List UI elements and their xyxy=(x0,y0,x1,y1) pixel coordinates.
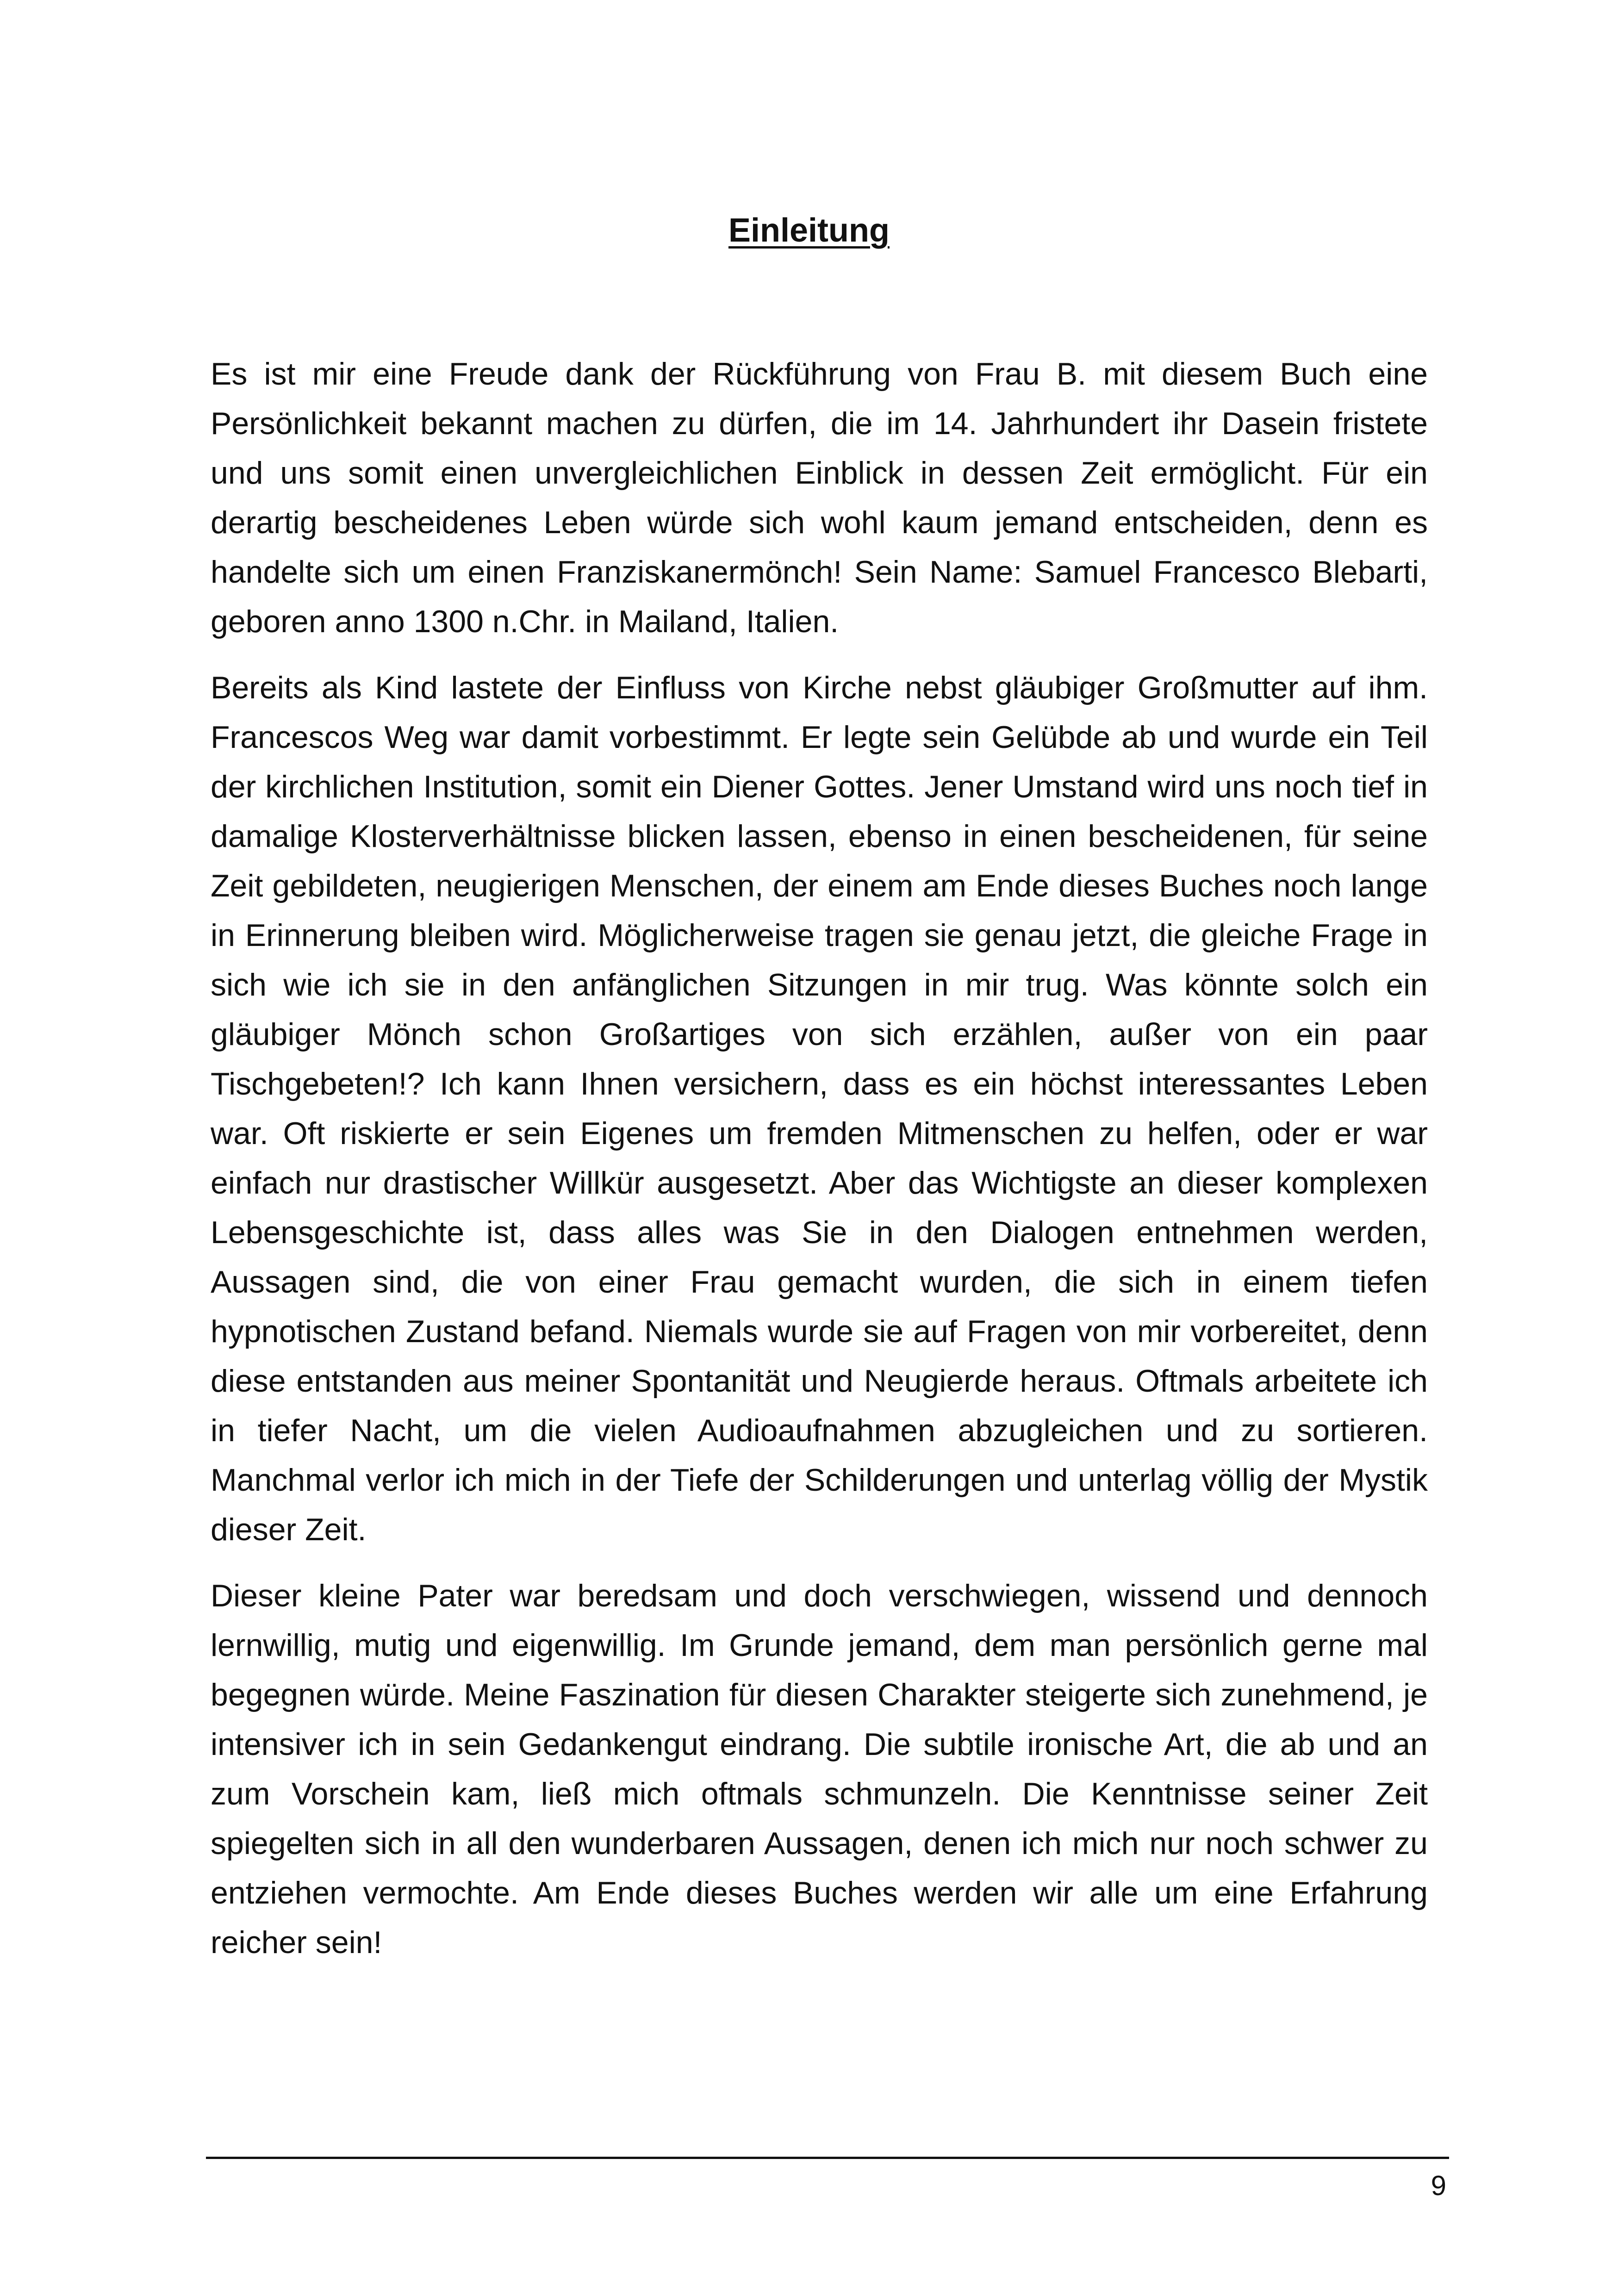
page-number: 9 xyxy=(1431,2170,1446,2201)
body-text xyxy=(211,349,1428,1984)
paragraph-3: Dieser kleine Pater war beredsam und doch verschwiegen, wissend und dennoch lernwillig, mutig und eigenwillig. Im Grunde jemand, dem man persönlich gerne mal begegnen würde. Meine Faszination für diesen Charakter steigerte sich zunehmend, je intensiver ich in sein Gedankengut eindrang. Die subtile ironische Art, die ab und an zum Vorschein kam, ließ mich oftmals schmunzeln. Die Kenntnisse seiner Zeit spiegelten sich in all den wunderbaren Aussagen, denen ich mich nur noch schwer zu entziehen vermochte. Am Ende dieses Buches werden wir alle um eine Erfahrung reicher sein! xyxy=(211,1578,1428,1960)
chapter-title: Einleitung xyxy=(728,212,890,249)
footer-divider xyxy=(206,2157,1449,2159)
paragraph-1: Es ist mir eine Freude dank der Rückführung von Frau B. mit diesem Buch eine Persönlichkeit bekannt machen zu dürfen, die im 14. Jahrhundert ihr Dasein fristete und uns somit einen unvergleichlichen Einblick in dessen Zeit ermöglicht. Für ein derartig bescheidenes Leben würde sich wohl kaum jemand entscheiden, denn es handelte sich um einen Franziskanermönch! Sein Name: Samuel Francesco Blebarti, geboren anno 1300 n.Chr. in Mailand, Italien. xyxy=(211,356,1428,639)
paragraph-2: Bereits als Kind lastete der Einfluss von Kirche nebst gläubiger Großmutter auf ihm. Francescos Weg war damit vorbestimmt. Er legte sein Gelübde ab und wurde ein Teil der kirchlichen Institution, somit ein Diener Gottes. Jener Umstand wird uns noch tief in damalige Klosterverhältnisse blicken lassen, ebenso in einen bescheidenen, für seine Zeit gebildeten, neugierigen Menschen, der einem am Ende dieses Buches noch lange in Erinnerung bleiben wird. Möglicherweise tragen sie genau jetzt, die gleiche Frage in sich wie ich sie in den anfänglichen Sitzungen in mir trug. Was könnte solch ein gläubiger Mönch schon Großartiges von sich erzählen, außer von ein paar Tischgebeten!? Ich kann Ihnen versichern, dass es ein höchst interessantes Leben war. Oft riskierte er sein Eigenes um fremden Mitmenschen zu helfen, oder er war einfach nur drastischer Willkür ausgesetzt. Aber das Wichtigste an dieser komplexen Lebensgeschichte ist, dass alles was Sie in den Dialogen entnehmen werden, Aussagen sind, die von einer Frau gemacht wurden, die sich in einem tiefen hypnotischen Zustand befand. Niemals wurde sie auf Fragen von mir vorbereitet, denn diese entstanden aus meiner Spontanität und Neugierde heraus. Oftmals arbeitete ich in tiefer Nacht, um die vielen Audioaufnahmen abzugleichen und zu sortieren. Manchmal verlor ich mich in der Tiefe der Schilderungen und unterlag völlig der Mystik dieser Zeit. xyxy=(211,670,1428,1547)
